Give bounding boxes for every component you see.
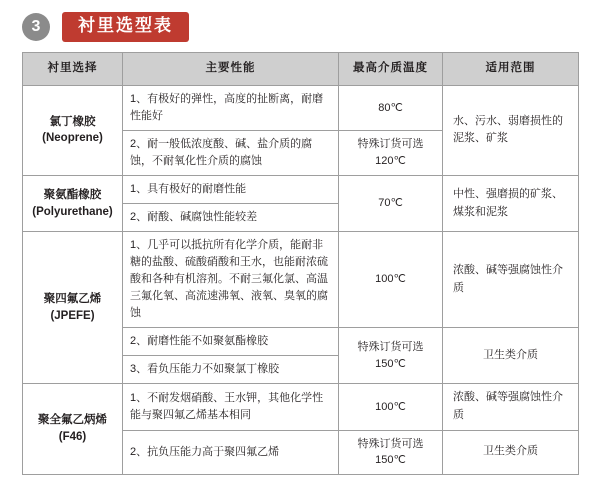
lining-name-cn: 聚全氟乙炳烯 — [38, 414, 107, 427]
cell-lining-f46 — [23, 384, 123, 474]
table-row — [23, 384, 579, 430]
lining-selection-table-wrap — [0, 44, 600, 475]
temp-value: 150℃ — [375, 454, 406, 467]
lining-name-en: (F46) — [58, 431, 87, 444]
cell-performance: 1、几乎可以抵抗所有化学介质，能耐非糖的盐酸、硫酸硝酸和王水，也能耐浓硫酸和各种有机溶剂。不耐三氟化氯、高温三氟化氧、高流速沸氧、液氧、臭氧的腐蚀 — [123, 232, 339, 328]
cell-lining-polyurethane — [23, 176, 123, 232]
cell-max-temp: 100℃ — [339, 384, 443, 430]
cell-scope: 中性、强磨损的矿浆、煤浆和泥浆 — [443, 176, 579, 232]
cell-max-temp — [339, 328, 443, 384]
lining-name-cn: 聚氨酯橡胶 — [43, 188, 102, 201]
section-number-badge: 3 — [22, 13, 50, 41]
temp-value: 120℃ — [375, 154, 406, 167]
cell-scope: 浓酸、碱等强腐蚀性介质 — [443, 384, 579, 430]
cell-max-temp: 80℃ — [339, 85, 443, 130]
column-header-scope: 适用范围 — [443, 53, 579, 86]
cell-scope: 浓酸、碱等强腐蚀性介质 — [443, 232, 579, 328]
cell-performance: 2、耐磨性能不如聚氨酯橡胶 — [123, 328, 339, 356]
cell-scope: 卫生类介质 — [443, 430, 579, 474]
lining-name-cn: 氯丁橡胶 — [49, 115, 96, 128]
column-header-lining: 衬里选择 — [23, 53, 123, 86]
table-row — [23, 176, 579, 204]
table-header-row — [23, 53, 579, 86]
cell-performance: 2、抗负压能力高于聚四氟乙烯 — [123, 430, 339, 474]
lining-name-en: (Neoprene) — [42, 132, 103, 145]
cell-performance: 2、耐酸、碱腐蚀性能较差 — [123, 204, 339, 232]
lining-name-cn: 聚四氟乙烯 — [43, 293, 102, 306]
cell-performance: 1、不耐发烟硝酸、王水钾，其他化学性能与聚四氟乙烯基本相同 — [123, 384, 339, 430]
cell-max-temp: 70℃ — [339, 176, 443, 232]
temp-note: 特殊订货可选 — [357, 437, 424, 450]
table-row — [23, 85, 579, 130]
cell-performance: 1、具有极好的耐磨性能 — [123, 176, 339, 204]
table-row — [23, 232, 579, 328]
column-header-performance: 主要性能 — [123, 53, 339, 86]
cell-scope: 水、污水、弱磨损性的泥浆、矿浆 — [443, 85, 579, 175]
temp-value: 150℃ — [375, 357, 406, 370]
lining-name-en: (Polyurethane) — [32, 205, 113, 218]
cell-performance: 2、耐一般低浓度酸、碱、盐介质的腐蚀，不耐氧化性介质的腐蚀 — [123, 130, 339, 175]
cell-performance: 3、看负压能力不如聚氯丁橡胶 — [123, 356, 339, 384]
temp-note: 特殊订货可选 — [357, 341, 424, 354]
cell-performance: 1、有极好的弹性，高度的扯断离，耐磨性能好 — [123, 85, 339, 130]
lining-name-en: (JPEFE) — [50, 309, 95, 322]
cell-max-temp — [339, 130, 443, 175]
cell-lining-neoprene — [23, 85, 123, 175]
page-title: 衬里选型表 — [62, 12, 189, 42]
temp-note: 特殊订货可选 — [357, 138, 424, 151]
cell-lining-ptfe — [23, 232, 123, 384]
cell-scope: 卫生类介质 — [443, 328, 579, 384]
table-head — [23, 53, 579, 86]
cell-max-temp: 100℃ — [339, 232, 443, 328]
lining-selection-table — [22, 52, 579, 475]
cell-max-temp — [339, 430, 443, 474]
table-body — [23, 85, 579, 474]
column-header-max-temp: 最高介质温度 — [339, 53, 443, 86]
page-header — [0, 0, 600, 44]
